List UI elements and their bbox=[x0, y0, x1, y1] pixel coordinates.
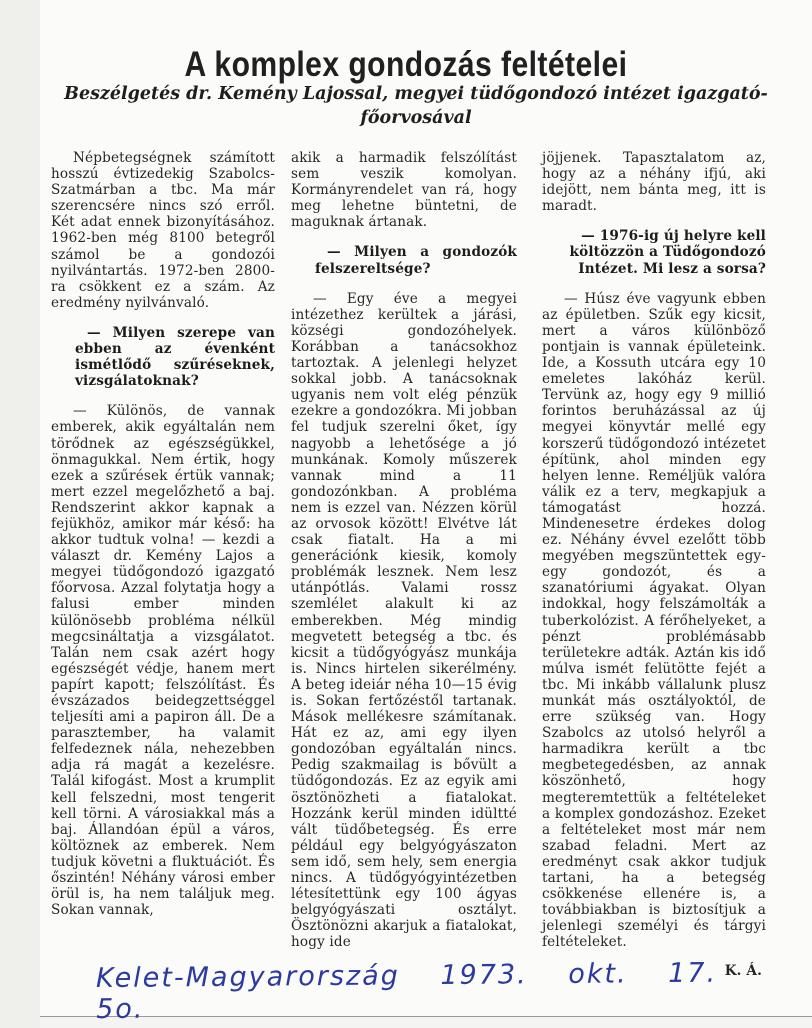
article-column-2 bbox=[291, 150, 517, 951]
answer-paragraph: — Különös, de vannak emberek, akik egyáltalán nem törődnek az egészségükkel, önmagukkal. Nem értik, hogy ezek a szűrések értük vannak; mert ezzel megelőzhető a baj. Rendszerint akkor kapnak a fejükhöz, amikor már késő: ha akkor tudtuk volna! — kezdi a választ dr. Kemény Lajos a megyei tüdőgondozó igazgató főorvosa. Azzal folytatja hogy a falusi ember minden különösebb probléma nélkül megcsináltatja a vizsgálatot. Talán nem csak azért hogy egészségét védje, hanem mert papírt kapott; felszólítást. És évszázados beidegzettséggel teljesíti ami a papiron áll. De a parasztember, ha valamit felfedeznek nála, nehezebben adja rá magát a kezelésre. Talál kifogást. Most a krumplit kell felszedni, most tengerit kell törni. A városiakkal más a baj. Állandóan épül a város, költöznek az emberek. Nem tudjuk követni a fluktuációt. És őszintén! Néhány városi ember örül is, ha nem találjuk meg. Sokan vannak, bbox=[51, 403, 275, 919]
answer-paragraph: — Húsz éve vagyunk ebben az épületben. Szűk egy kicsit, mert a város különböző pontjain is vannak épületeink. Ide, a Kossuth utcára egy 10 emeletes lakóház kerül. Tervünk az, hogy egy 9 millió forintos beruházással az új megyei könyvtár mellé egy korszerű tüdőgondozó intézetet építünk, ahol minden egy helyen lenne. Reméljük valóra válik ez a terv, megkapjuk a támogatást hozzá. Mindenesetre érdekes dolog ez. Néhány évvel ezelőtt több megyében megszüntettek egy-egy gondozót, és a szanatóriumi ágyakat. Olyan indokkal, hogy felszámolták a tuberkolózist. A férőhelyeket, a pénzt problémásabb területekre adták. Aztán kis idő múlva ismét felütötte fejét a tbc. Mi inkább vállalunk plusz munkát más osztályoktól, de erre szükség van. Hogy Szabolcs az utolsó helyről a harmadikra került a tbc megbetegedésben, az annak köszönhető, hogy megteremtettük a feltételeket a komplex gondozáshoz. Ezeket a feltételeket most már nem szabad feladni. Mert az eredményt csak akkor tudjuk tartani, ha a betegség csökkenése ellenére is, a továbbiakban is biztosítjuk a jelenlegi személyi és tárgyi feltételeket. bbox=[542, 290, 766, 951]
article-subheadline: Beszélgetés dr. Kemény Lajossal, megyei tüdőgondozó intézet igazgató-főorvosával bbox=[64, 84, 768, 128]
scan-background-strip bbox=[0, 0, 40, 1028]
article-column-1 bbox=[51, 150, 275, 918]
answer-paragraph: — Egy éve a megyei intézethez kerültek a járási, községi gondozóhelyek. Korábban a tanácsokhoz tartoztak. A jelenlegi helyzet sokkal jobb. A tanácsoknak ugyanis nem volt elég pénzük ezekre a gondozókra. Mi jobban fel tudjuk szerelni őket, így nagyobb a lehetősége a jó munkának. Komoly műszerek vannak mind a 11 gondozónkban. A probléma nem is ezzel van. Nézzen körül az orvosok között! Elvétve lát csak fiatalt. Ha a mi generációnk kiesik, komoly problémák lesznek. Nem lesz utánpótlás. Valami rossz szemlélet alakult ki az emberekben. Még mindig megvetett betegség a tbc. és kicsit a tüdőgyógyász munkája is. Nincs hirtelen sikerélmény. A beteg ideiár néha 10—15 évig is. Sokan fertőzéstől tartanak. Mások mellékesre számítanak. Hát ez az, ami egy ilyen gondozóban egyáltalán nincs. Pedig szakmailag is bővült a tüdőgondozás. Ez az egyik ami ösztönözheti a fiatalokat. Hozzánk kerül minden idültté vált tüdőbetegség. És erre például egy belgyógyászaton sem idő, sem hely, sem energia nincs. A tüdőgyógyintézetben létesítettünk egy 100 ágyas belgyógyászati osztályt. Ösztönözni akarjuk a fiatalokat, hogy ide bbox=[291, 290, 517, 951]
interview-question: — Milyen szerepe van ebben az évenként ismétlődő szűréseknek, vizsgálatoknak? bbox=[75, 324, 275, 390]
article-headline: A komplex gondozás feltételei bbox=[184, 45, 628, 85]
interview-question: — Milyen a gondozók felszereltsége? bbox=[315, 244, 517, 277]
author-signature: K. Á. bbox=[724, 962, 762, 979]
article-column-3 bbox=[542, 150, 766, 979]
continued-paragraph: akik a harmadik felszólítást sem veszik komolyan. Kormányrendelet van rá, hogy meg lehetne büntetni, de maguknak ártanak. bbox=[291, 150, 517, 231]
intro-paragraph: Népbetegségnek számított hosszú évtizedekig Szabolcs-Szatmárban a tbc. Ma már szerencsére nincs szó erről. Két adat ennek bizonyításához. 1962-ben még 8100 betegről számol be a gondozói nyilvántartás. 1972-ben 2800-ra csökkent ez a szám. Az eredmény nyilvánvaló. bbox=[51, 150, 275, 311]
handwritten-source-note: Kelet-Magyarország 1973. okt. 17. 5o. bbox=[95, 957, 718, 1026]
interview-question: — 1976-ig új helyre kell költözzön a Tüdőgondozó Intézet. Mi lesz a sorsa? bbox=[569, 228, 766, 277]
continued-paragraph: jöjjenek. Tapasztalatom az, hogy az a néhány ifjú, aki idejött, nem bánta meg, itt is maradt. bbox=[542, 150, 766, 215]
